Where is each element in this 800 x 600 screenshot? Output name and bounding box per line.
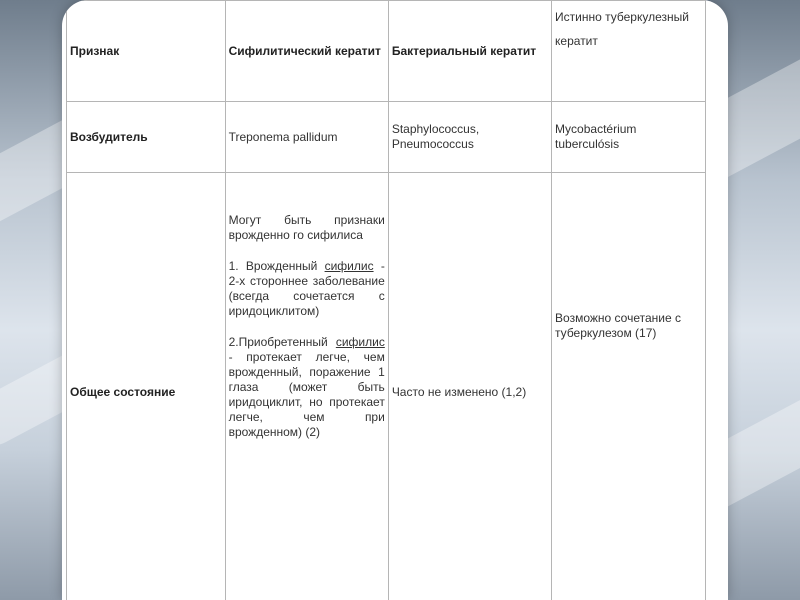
row-label-general-state: Общее состояние <box>67 173 226 600</box>
header-cell-bacterial: Бактериальный кератит <box>388 1 551 102</box>
cell-line: Pneumococcus <box>391 137 474 151</box>
cell-state-bacterial: Часто не изменено (1,2) <box>388 173 551 600</box>
header-cell-syphilitic: Сифилитический кератит <box>225 1 388 102</box>
cell-line: tuberculósis <box>555 137 620 151</box>
paragraph-text: 1. Врожденный <box>228 259 318 273</box>
cell-agent-tuberculous <box>552 102 706 173</box>
paragraph <box>229 335 385 440</box>
paragraph-text: - протекает легче, чем врожденный, поражение 1 глаза (может быть иридоциклит, но протекает легче, чем при врожденном) (2) <box>228 350 385 439</box>
header-cell-sign: Признак <box>67 1 226 102</box>
cell-agent-bacterial <box>388 102 551 173</box>
cell-line: Staphylococcus, <box>391 122 480 136</box>
cell-state-tuberculous: Возможно сочетание с туберкулезом (17) <box>552 173 706 600</box>
underlined-term: сифилис <box>335 335 385 349</box>
row-label-agent: Возбудитель <box>67 102 226 173</box>
table-row-agent <box>67 102 706 173</box>
paragraph <box>229 259 385 319</box>
cell-state-syphilitic <box>225 173 388 600</box>
cell-line: Mycobactérium <box>555 122 637 136</box>
comparison-table <box>66 0 706 600</box>
header-cell-tuberculous: Истинно туберкулезный кератит <box>552 1 706 102</box>
paragraph-text: - 2-х стороннее заболевание (всегда сочетается с иридоциклитом) <box>228 259 385 318</box>
paragraph-text: 2.Приобретенный <box>228 335 328 349</box>
cell-agent-syphilitic: Treponema pallidum <box>225 102 388 173</box>
table-row-general-state <box>67 173 706 600</box>
table-header-row <box>67 1 706 102</box>
slide-content <box>62 0 728 600</box>
underlined-term: сифилис <box>324 259 374 273</box>
paragraph: Могут быть признаки врожденно го сифилиса <box>228 213 385 242</box>
